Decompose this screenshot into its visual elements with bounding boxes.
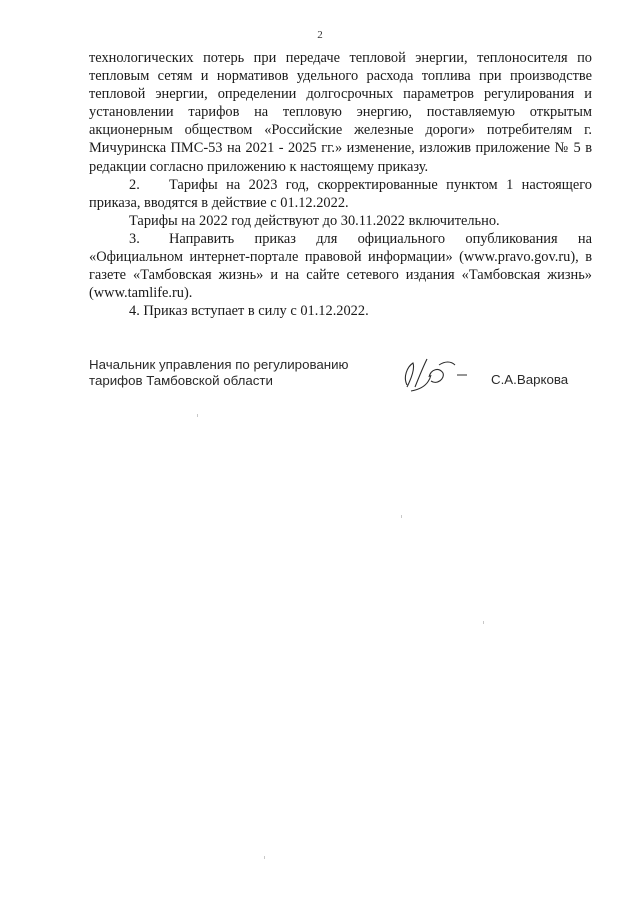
signer-position-line-2: тарифов Тамбовской области (89, 372, 273, 388)
scan-speck (197, 414, 198, 417)
paragraph-item-3 (89, 230, 592, 302)
page-number: 2 (317, 29, 323, 41)
paragraph-item-2 (89, 176, 592, 212)
scan-speck (401, 515, 402, 518)
item-2-text: Тарифы на 2023 год, скорректированные пунктом 1 настоящего приказа, вводятся в действие с 01.12.2022. (89, 176, 592, 211)
signer-position-line-1: Начальник управления по регулированию (89, 357, 349, 372)
scan-speck (483, 621, 484, 624)
handwritten-signature (393, 347, 483, 397)
item-2-number: 2. (129, 176, 140, 193)
signer-position (89, 357, 389, 388)
item-3-text: Направить приказ для официального опубликования на «Официальном интернет-портале правовой информации» (www.pravo.gov.ru), в газете «Тамбовская жизнь» и на сайте сетевого издания «Тамбовская жизнь» (www.tamlife.ru). (89, 230, 592, 302)
scan-speck (264, 856, 265, 859)
signature-block (89, 357, 592, 407)
item-3-number: 3. (129, 230, 140, 247)
paragraph-continuation: технологических потерь при передаче тепловой энергии, теплоносителя по тепловым сетям и нормативов удельного расхода топлива при производстве тепловой энергии, определении долгосрочных параметров регулирования и установлении тарифов на тепловую энергию, поставляемую открытым акционерным обществом «Российские железные дороги» потребителям г. Мичуринска ПМС-53 на 2021 - 2025 гг.» изменение, изложив приложение № 5 в редакции согласно приложению к настоящему приказу. (89, 50, 592, 175)
signer-name: С.А.Варкова (491, 372, 569, 387)
order-body-text (89, 49, 592, 320)
paragraph-tariffs-2022: Тарифы на 2022 год действуют до 30.11.2022 включительно. (129, 212, 500, 229)
paragraph-item-4: 4. Приказ вступает в силу с 01.12.2022. (129, 303, 369, 320)
